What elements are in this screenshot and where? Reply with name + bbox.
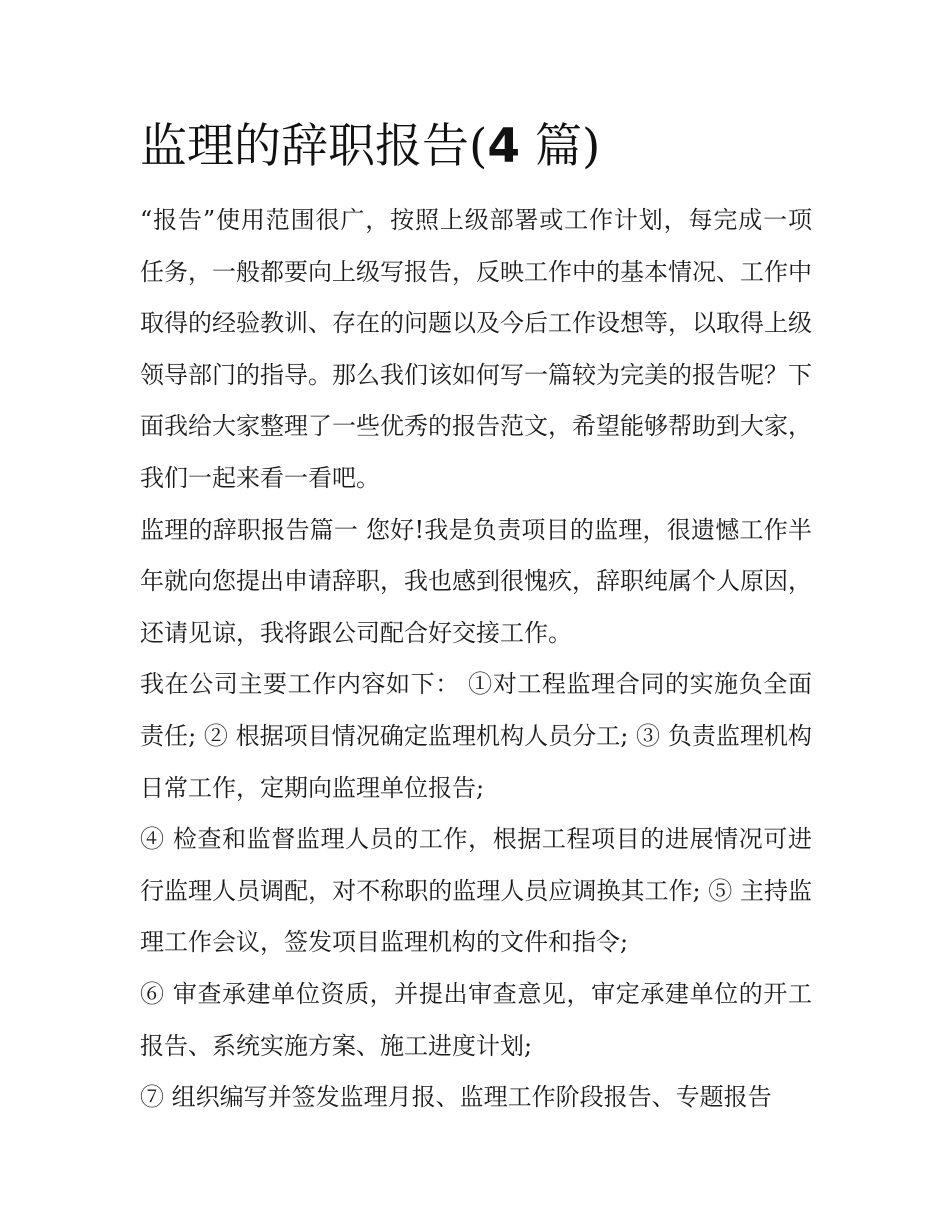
- title-suffix: 篇): [520, 119, 601, 174]
- page-title: [140, 116, 840, 178]
- document-body: [140, 195, 812, 1124]
- paragraph-1: 监理的辞职报告篇一 您好!我是负责项目的监理，很遗憾工作半年就向您提出申请辞职，我也感到很愧疚，辞职纯属个人原因，还请见谅，我将跟公司配合好交接工作。: [140, 515, 812, 647]
- paragraph-5: ⑦ 组织编写并签发监理月报、监理工作阶段报告、专题报告: [140, 1083, 772, 1112]
- intro-paragraph: “报告”使用范围很广，按照上级部署或工作计划，每完成一项任务，一般都要向上级写报告，反映工作中的基本情况、工作中取得的经验教训、存在的问题以及今后工作设想等，以取得上级领导部门的指导。那么我们该如何写一篇较为完美的报告呢？下面我给大家整理了一些优秀的报告范文，希望能够帮助到大家，我们一起来看一看吧。: [140, 206, 812, 492]
- title-text: 监理的辞职报告(: [140, 119, 488, 174]
- title-number: 4: [487, 119, 521, 174]
- paragraph-4: ⑥ 审查承建单位资质，并提出审查意见，审定承建单位的开工报告、系统实施方案、施工进度计划;: [140, 979, 812, 1060]
- paragraph-3: ④ 检查和监督监理人员的工作，根据工程项目的进展情况可进行监理人员调配，对不称职的监理人员应调换其工作; ⑤ 主持监理工作会议，签发项目监理机构的文件和指令;: [140, 825, 812, 957]
- paragraph-2: 我在公司主要工作内容如下： ①对工程监理合同的实施负全面责任; ② 根据项目情况确定监理机构人员分工; ③ 负责监理机构日常工作，定期向监理单位报告;: [140, 670, 812, 802]
